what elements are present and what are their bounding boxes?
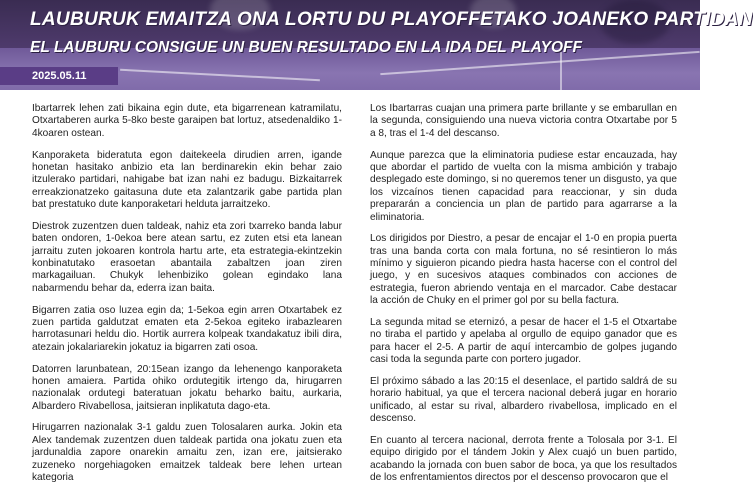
court-line (560, 52, 562, 90)
article-paragraph: Aunque parezca que la eliminatoria pudiese estar encauzada, hay que abordar el partido de vuelta con la misma ambición y trabajo desplegado este domingo, si no queremos tener un disgusto, ya que los vizcaínos tienen capacidad para reaccionar, y sin duda prepararán a conciencia un plan de partido para agarrarse a la eliminatoria. (370, 149, 677, 223)
article-paragraph: Hirugarren nazionalak 3-1 galdu zuen Tolosalaren aurka. Jokin eta Alex tandemak zuzentzen duen taldeak partida ona jokatu zuen eta jardunaldia zapore onarekin amaitu zen, izan ere, jaitsierako zuzeneko norgehiagoken emaitzek taldeak bere lehen urtean kategoria (32, 422, 342, 484)
headline-basque: LAUBURUK EMAITZA ONA LORTU DU PLAYOFFETAKO JOANEKO PARTIDAN (30, 9, 753, 30)
article-paragraph: Los Ibartarras cuajan una primera parte brillante y se embarullan en la segunda, consiguiendo una nueva victoria contra Otxartabe por 5 a 8, tras el 1-4 del descanso. (370, 103, 677, 139)
article-paragraph: Bigarren zatia oso luzea egin da; 1-5ekoa egin arren Otxartabek ez zuen partida galdutzat ematen eta 2-5ekoa egiteko irabazlearen harrotasunari heldu dio. Hortik aurrera kolpeak txandakatuz ibili dira, atezain jokalariarekin jokatuz ia bigarren zati osoa. (32, 304, 342, 353)
publication-date: 2025.05.11 (32, 70, 87, 82)
headline-spanish: EL LAUBURU CONSIGUE UN BUEN RESULTADO EN LA IDA DEL PLAYOFF (30, 39, 582, 56)
article-paragraph: En cuanto al tercera nacional, derrota frente a Tolosala por 3-1. El equipo dirigido por el tándem Jokin y Alex cuajó un buen partido, acabando la jornada con buen sabor de boca, ya que los resultados de los enfrentamientos directos por el descenso provocaron que el (370, 434, 677, 484)
article-paragraph: Datorren larunbatean, 20:15ean izango da lehenengo kanporaketa honen amaiera. Partida ohiko ordutegitik irtengo da, hirugarren nazionalak ordutegi bateratuan jokatu beharko baitu, aurkaria, Albardero Rivabellosa, jaitsieran inplikatuta dago-eta. (32, 363, 342, 412)
article-paragraph: Los dirigidos por Diestro, a pesar de encajar el 1-0 en propia puerta tras una banda corta con mala fortuna, no sé resintieron lo más mínimo y siguieron picando piedra hasta hacerse con el control del juego, y en sucesivos ataques combinados con acciones de estrategia, fueron abriendo ventaja en el marcador. Cabe destacar la acción de Chuky en el primer gol por su bella factura. (370, 233, 677, 307)
article-paragraph: Kanporaketa bideratuta egon daitekeela dirudien arren, igande honetan hasitako anbizio eta lan berdinarekin ekin behar zaio itzulerako partidari, nahigabe bat izan nahi ez badugu. Bizkaitarrek erreakzionatzeko gaitasuna dute eta zalantzarik gabe partida plan bat prestatuko dute kanporaketari helduta jarraitzeko. (32, 149, 342, 211)
article-column-basque (32, 103, 342, 494)
article-column-spanish (370, 103, 677, 494)
article-paragraph: Ibartarrek lehen zati bikaina egin dute, eta bigarrenean katramilatu, Otxartaberen aurka 5-8ko beste garaipen bat lortuz, atsedenaldiko 1-4koaren ostean. (32, 103, 342, 139)
article-paragraph: Diestrok zuzentzen duen taldeak, nahiz eta zori txarreko banda labur baten ondoren, 1-0ekoa bere atean sartu, ez zuten etsi eta lanean jarraitu zuten jokoaren kontrola hartu arte, eta estrategia-ekintzekin konbinatutako erasoetan abantaila zabaltzen joan ziren markagailuan. Chukyk lehenbiziko golean egindako lana nabarmendu behar da, ederra izan baita. (32, 220, 342, 294)
article-paragraph: El próximo sábado a las 20:15 el desenlace, el partido saldrá de su horario habitual, ya que el tercera nacional deberá jugar en horario unificado, al estar su rival, albardero rivabellosa, implicado en el descenso. (370, 375, 677, 425)
header-banner (0, 0, 753, 90)
article-paragraph: La segunda mitad se eternizó, a pesar de hacer el 1-5 el Otxartabe no tiraba el partido y apelaba al orgullo de equipo ganador que es para hacer el 2-5. A partir de aquí intercambio de golpes jugando casi toda la segunda parte con portero jugador. (370, 316, 677, 366)
